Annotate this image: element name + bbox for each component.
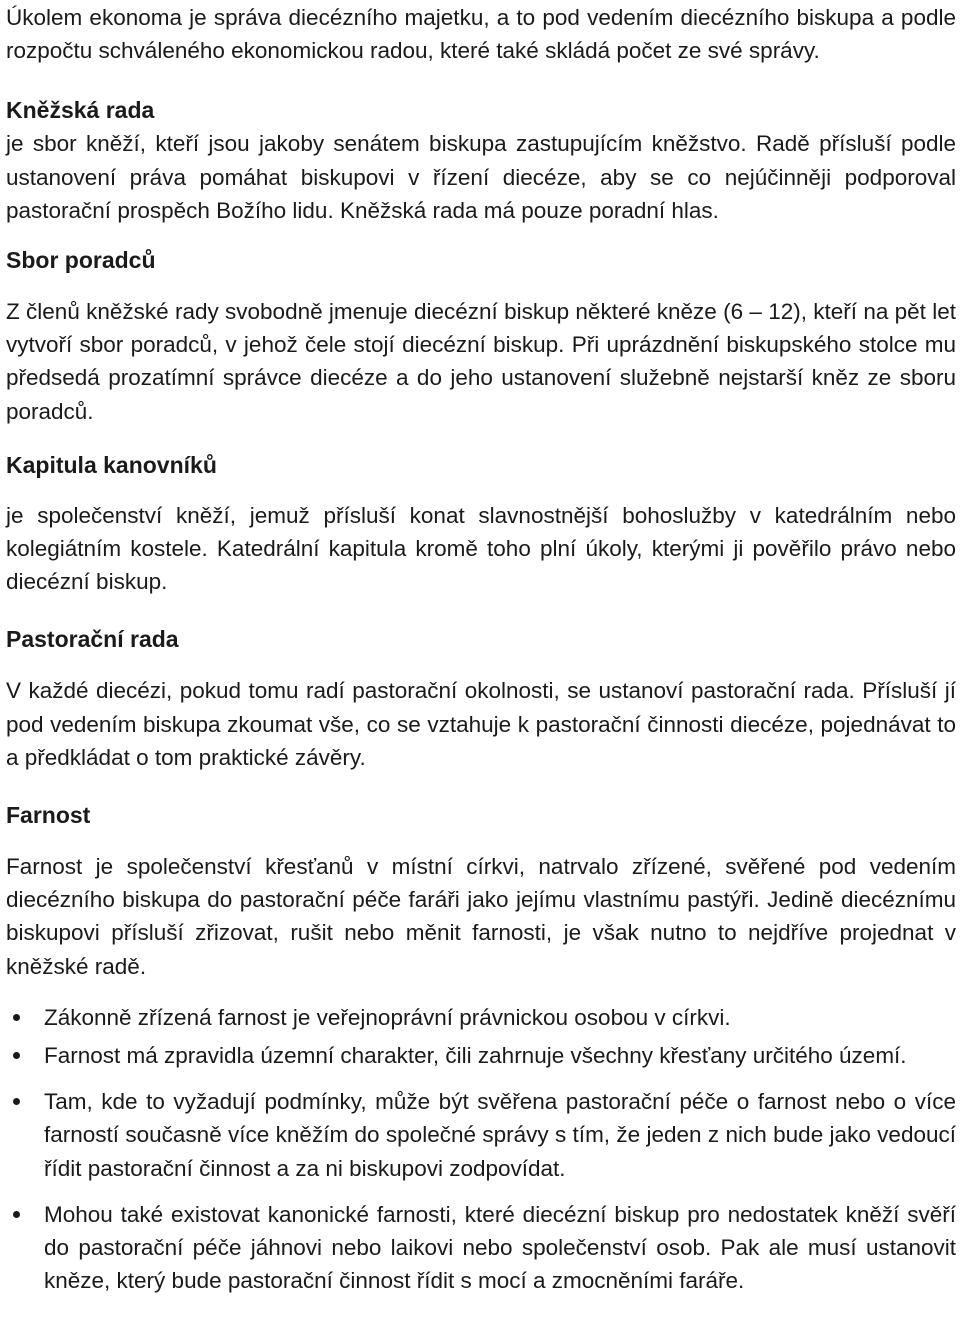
- section-text-pastoracni-rada: V každé diecézi, pokud tomu radí pastorační okolnosti, se ustanoví pastorační rada. Přísluší jí pod vedením biskupa zkoumat vše, co se vztahuje k pastorační činnosti diecéze, pojednávat to a předkládat o tom praktické závěry.: [6, 678, 956, 770]
- intro-paragraph: Úkolem ekonoma je správa diecézního majetku, a to pod vedením diecézního biskupa a podle rozpočtu schváleného ekonomickou radou, které také skládá počet ze své správy.: [6, 5, 956, 64]
- list-item: [6, 1198, 956, 1298]
- section-text-sbor-poradcu: Z členů kněžské rady svobodně jmenuje diecézní biskup některé kněze (6 – 12), kteří na pět let vytvoří sbor poradců, v jehož čele stojí diecézní biskup. Při uprázdnění biskupského stolce mu předsedá prozatímní správce diecéze a do jeho ustanovení služebně nejstarší kněz ze sboru poradců.: [6, 299, 956, 424]
- list-item-text: Tam, kde to vyžadují podmínky, může být svěřena pastorační péče o farnost nebo o více farností současně více kněžím do společné správy s tím, že jeden z nich bude jako vedoucí řídit pastorační činnost a za ni biskupovi zodpovídat.: [44, 1089, 956, 1181]
- section-heading-farnost: Farnost: [6, 802, 91, 829]
- bullet-dot-icon: [13, 1098, 20, 1105]
- list-item-text: Farnost má zpravidla územní charakter, čili zahrnuje všechny křesťany určitého území.: [44, 1043, 907, 1069]
- section-text-knezska-rada: je sbor kněží, kteří jsou jakoby senátem biskupa zastupujícím kněžstvo. Radě přísluší podle ustanovení práva pomáhat biskupovi v řízení diecéze, aby se co nejúčinněji podporoval pastorační prospěch Božího lidu. Kněžská rada má pouze poradní hlas.: [6, 131, 956, 223]
- list-item-text: Mohou také existovat kanonické farnosti, které diecézní biskup pro nedostatek kněží svěří do pastorační péče jáhnovi nebo laikovi nebo společenství osob. Pak ale musí ustanovit kněze, který bude pastorační činnost řídit s mocí a zmocněními faráře.: [44, 1201, 956, 1294]
- section-heading-kapitula-kanovniku: Kapitula kanovníků: [6, 451, 217, 478]
- list-item: [6, 1085, 956, 1185]
- list-item: [6, 1039, 956, 1072]
- bullet-dot-icon: [13, 1014, 20, 1021]
- section-heading-pastoracni-rada: Pastorační rada: [6, 626, 179, 653]
- list-item: [6, 1001, 956, 1034]
- list-item-text: Zákonně zřízená farnost je veřejnoprávní právnickou osobou v církvi.: [44, 1004, 731, 1030]
- document-page: [6, 0, 956, 1302]
- section-text-farnost: Farnost je společenství křesťanů v místní církvi, natrvalo zřízené, svěřené pod vedením diecézního biskupa do pastorační péče faráři jako jejímu vlastnímu pastýři. Jedině diecéznímu biskupovi přísluší zřizovat, rušit nebo měnit farnosti, je však nutno to nejdříve projednat v kněžské radě.: [6, 854, 956, 979]
- section-heading-sbor-poradcu: Sbor poradců: [6, 247, 156, 274]
- bullet-dot-icon: [13, 1211, 20, 1218]
- section-text-kapitula-kanovniku: je společenství kněží, jemuž přísluší konat slavnostnější bohoslužby v katedrálním nebo kolegiátním kostele. Katedrální kapitula kromě toho plní úkoly, kterými ji pověřilo právo nebo diecézní biskup.: [6, 502, 956, 595]
- farnost-bullet-list: [6, 1001, 956, 1298]
- section-heading-knezska-rada: Kněžská rada: [6, 97, 155, 124]
- bullet-dot-icon: [13, 1052, 20, 1059]
